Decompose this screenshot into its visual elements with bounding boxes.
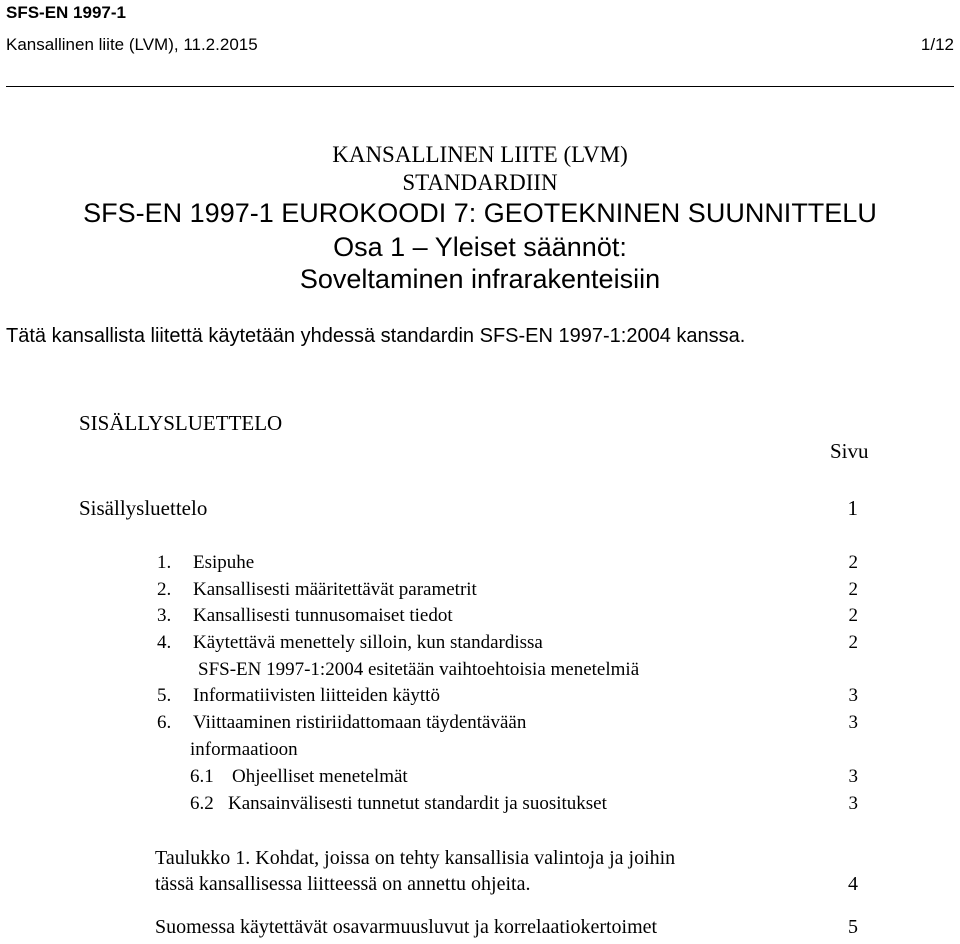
toc-item-label: Käytettävä menettely silloin, kun standardissa — [193, 632, 543, 653]
toc-item-page: 2 — [848, 632, 858, 653]
toc-item-page: 3 — [848, 685, 858, 706]
document-subtitle: Kansallinen liite (LVM), 11.2.2015 — [6, 35, 258, 54]
toc-subitem-page: 3 — [848, 793, 858, 814]
title-line-2: STANDARDIIN — [402, 170, 558, 195]
toc-item-page: 2 — [848, 579, 858, 600]
toc-item-label: Esipuhe — [193, 552, 255, 573]
toc-item-number: 2. — [157, 579, 172, 600]
page-number: 1/12 — [920, 35, 954, 54]
last-entry-page: 5 — [848, 916, 858, 938]
toc-item-continuation: informaatioon — [190, 739, 298, 760]
toc-subitem-number: 6.1 — [190, 766, 214, 787]
title-line-1: KANSALLINEN LIITE (LVM) — [332, 142, 628, 167]
table-entry-line-1: Taulukko 1. Kohdat, joissa on tehty kansallisia valintoja ja joihin — [155, 847, 676, 869]
title-line-3: SFS-EN 1997-1 EUROKOODI 7: GEOTEKNINEN SUUNNITTELU — [83, 198, 877, 228]
toc-item-label: Informatiivisten liitteiden käyttö — [193, 685, 440, 706]
toc-item-label: Kansallisesti määritettävät parametrit — [193, 579, 477, 600]
toc-item-number: 3. — [157, 605, 172, 626]
toc-item-page: 2 — [848, 552, 858, 573]
page-column-label: Sivu — [830, 439, 869, 463]
toc-item-number: 4. — [157, 632, 172, 653]
toc-subitem-label: Ohjeelliset menetelmät — [232, 766, 408, 787]
toc-entry-page: 1 — [847, 496, 858, 520]
toc-item-page: 2 — [848, 605, 858, 626]
toc-item-number: 5. — [157, 685, 172, 706]
table-entry-line-2: tässä kansallisessa liitteessä on annettu ohjeita. — [155, 873, 531, 895]
table-entry-page: 4 — [848, 873, 858, 895]
intro-text: Tätä kansallista liitettä käytetään yhdessä standardin SFS-EN 1997-1:2004 kanssa. — [6, 325, 746, 347]
document-code: SFS-EN 1997-1 — [6, 3, 126, 22]
toc-item-label: Viittaaminen ristiriidattomaan täydentävään — [193, 712, 527, 733]
toc-subitem-number: 6.2 — [190, 793, 214, 814]
toc-item-number: 1. — [157, 552, 172, 573]
toc-item-page: 3 — [848, 712, 858, 733]
toc-heading: SISÄLLYSLUETTELO — [79, 411, 283, 435]
toc-subitem-page: 3 — [848, 766, 858, 787]
toc-item-number: 6. — [157, 712, 172, 733]
toc-item-label: Kansallisesti tunnusomaiset tiedot — [193, 605, 453, 626]
title-line-4: Osa 1 – Yleiset säännöt: — [333, 232, 627, 262]
toc-subitem-label: Kansainvälisesti tunnetut standardit ja suositukset — [228, 793, 607, 814]
title-line-5: Soveltaminen infrarakenteisiin — [299, 264, 661, 294]
last-entry-label: Suomessa käytettävät osavarmuusluvut ja korrelaatiokertoimet — [155, 916, 658, 938]
header-divider — [6, 86, 954, 87]
toc-entry-label: Sisällysluettelo — [79, 496, 208, 520]
toc-item-continuation: SFS-EN 1997-1:2004 esitetään vaihtoehtoisia menetelmiä — [198, 659, 640, 680]
